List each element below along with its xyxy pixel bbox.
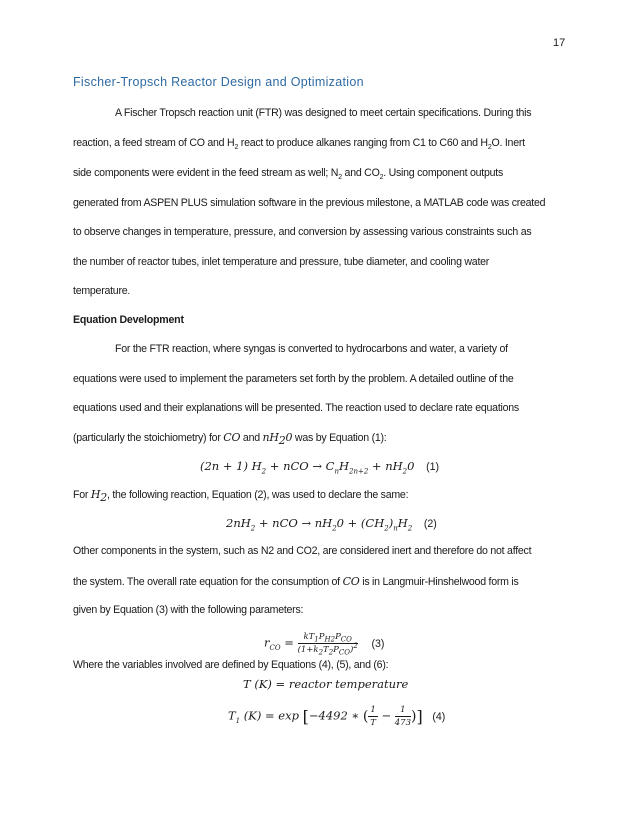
rate-fraction: $\frac{kT_1P_{H2}P_{CO}}{(1+k_2T_2P_{CO})^2}$ — [297, 632, 358, 657]
fraction-1-over-t: $\frac{1}{T}$ — [370, 705, 376, 728]
section-title: Fischer-Tropsch Reactor Design and Optimization — [73, 75, 364, 89]
paragraph-line: For the FTR reaction, where syngas is converted to hydrocarbons and water, a variety of — [115, 343, 508, 355]
paragraph-line: the system. The overall rate equation for the consumption of CO is in Langmuir-Hinshelwood form is — [73, 575, 519, 588]
equation-4: $T_1$ (K) = exp [−4492 ∗ ( $\frac{1}{T}$ − $\frac{1}{473}$ )] (4) — [228, 705, 446, 728]
page-number: 17 — [553, 37, 566, 49]
paragraph-line: to observe changes in temperature, pressure, and conversion by assessing various constraints such as — [73, 226, 532, 238]
paragraph-line: reaction, a feed stream of CO and $H_2$ react to produce alkanes ranging from C1 to C60 and $H_2O$. Inert — [73, 137, 525, 152]
fraction-1-over-473: $\frac{1}{473}$ — [394, 705, 411, 728]
paragraph-line: given by Equation (3) with the following parameters: — [73, 604, 304, 616]
paragraph-line: temperature. — [73, 285, 131, 297]
subheading: Equation Development — [73, 314, 184, 326]
paragraph-line: For $H_2$, the following reaction, Equation (2), was used to declare the same: — [73, 488, 409, 505]
equation-2: $2nH_2$ + nCO → $nH_20 + (CH_2)_nH_2$ (2) — [226, 516, 437, 533]
equation-3: $r_{CO}$ = $\frac{kT_1P_{H2}P_{CO}}{(1+k_2T_2P_{CO})^2}$ (3) — [264, 632, 385, 657]
equation-temperature: T (K) = reactor temperature — [243, 677, 409, 691]
paragraph-line: Other components in the system, such as N2 and CO2, are considered inert and therefore do not affect — [73, 545, 532, 557]
paragraph-line: the number of reactor tubes, inlet temperature and pressure, tube diameter, and cooling water — [73, 256, 490, 268]
equation-1: (2n + 1) $H_2$ + nCO → $C_nH_{2n+2} + nH_20$ (1) — [200, 459, 440, 476]
paragraph-line: Where the variables involved are defined by Equations (4), (5), and (6): — [73, 659, 389, 671]
paragraph-line: equations used and their explanations will be presented. The reaction used to declare rate equations — [73, 402, 519, 414]
paragraph-line: generated from ASPEN PLUS simulation software in the previous milestone, a MATLAB code was created — [73, 197, 546, 209]
paragraph-line: A Fischer Tropsch reaction unit (FTR) was designed to meet certain specifications. During this — [115, 107, 532, 119]
paragraph-line: equations were used to implement the parameters set forth by the problem. A detailed outline of the — [73, 373, 514, 385]
paragraph-line: side components were evident in the feed stream as well; $N_2$ and $CO_2$. Using component outputs — [73, 167, 503, 182]
paragraph-line: (particularly the stoichiometry) for CO and $nH_20$ was by Equation (1): — [73, 431, 387, 448]
